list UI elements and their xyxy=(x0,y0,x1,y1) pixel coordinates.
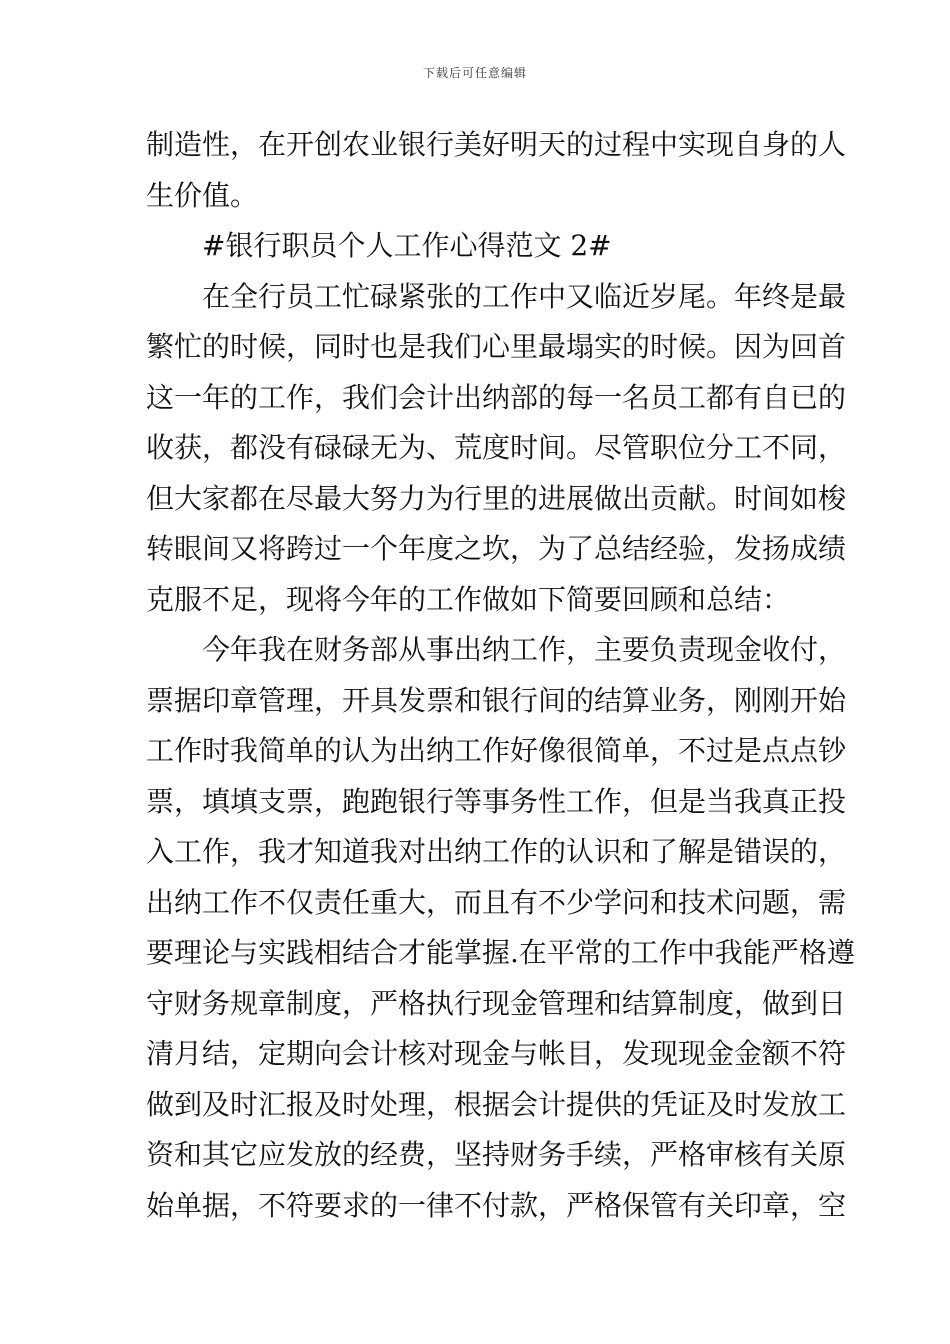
paragraph-line: 在全行员工忙碌紧张的工作中又临近岁尾。年终是最 xyxy=(202,279,847,313)
paragraph-line: 克服不足，现将今年的工作做如下简要回顾和总结： xyxy=(146,582,791,616)
paragraph-line: 清月结，定期向会计核对现金与帐目，发现现金金额不符 xyxy=(146,1037,847,1070)
paragraph-line: 生价值。 xyxy=(146,178,259,212)
section-heading: #银行职员个人工作心得范文 2# xyxy=(202,229,612,262)
paragraph-line: 做到及时汇报及时处理，根据会计提供的凭证及时发放工 xyxy=(146,1087,847,1121)
paragraph-line: 繁忙的时候，同时也是我们心里最塌实的时候。因为回首 xyxy=(146,330,847,363)
paragraph-line: 票据印章管理，开具发票和银行间的结算业务，刚刚开始 xyxy=(146,683,847,717)
paragraph-line: 收获，都没有碌碌无为、荒度时间。尽管职位分工不同， xyxy=(146,431,847,464)
paragraph-line: 出纳工作不仅责任重大，而且有不少学问和技术问题，需 xyxy=(146,885,847,919)
page-header: 下载后可任意编辑 xyxy=(422,66,527,80)
paragraph-line: 票，填填支票，跑跑银行等事务性工作，但是当我真正投 xyxy=(146,784,847,818)
body-text xyxy=(146,120,855,1231)
paragraph-line: 转眼间又将跨过一个年度之坎，为了总结经验，发扬成绩 xyxy=(146,532,847,565)
paragraph-line: 但大家都在尽最大努力为行里的进展做出贡献。时间如梭 xyxy=(146,481,847,515)
paragraph-line: 守财务规章制度，严格执行现金管理和结算制度，做到日 xyxy=(146,986,847,1020)
paragraph-line: 工作时我简单的认为出纳工作好像很简单，不过是点点钞 xyxy=(146,734,847,767)
paragraph-line: 要理论与实践相结合才能掌握.在平常的工作中我能严格遵 xyxy=(146,936,855,969)
paragraph-line: 资和其它应发放的经费，坚持财务手续，严格审核有关原 xyxy=(146,1138,847,1171)
paragraph-line: 入工作，我才知道我对出纳工作的认识和了解是错误的， xyxy=(146,835,847,868)
paragraph-line: 今年我在财务部从事出纳工作，主要负责现金收付， xyxy=(202,633,847,666)
paragraph-line: 这一年的工作，我们会计出纳部的每一名员工都有自已的 xyxy=(146,380,847,414)
paragraph-line: 制造性，在开创农业银行美好明天的过程中实现自身的人 xyxy=(146,128,847,161)
paragraph-line: 始单据，不符要求的一律不付款，严格保管有关印章，空 xyxy=(146,1188,847,1222)
